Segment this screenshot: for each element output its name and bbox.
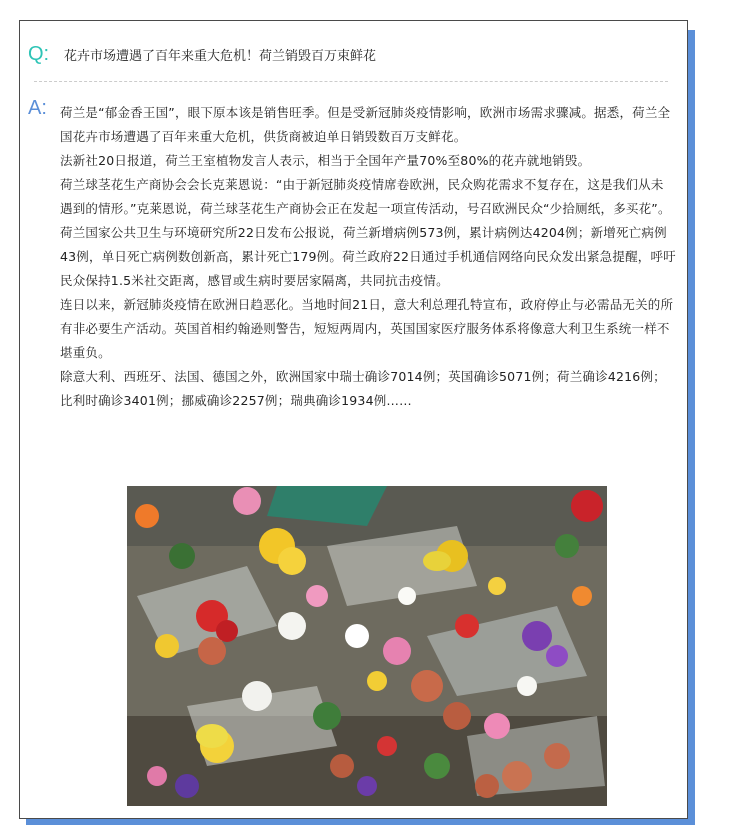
answer-paragraph: 连日以来，新冠肺炎疫情在欧洲日趋恶化。当地时间21日，意大利总理孔特宣布，政府停止与必需品无关的所有非必要生产活动。英国首相约翰逊则警告，短短两周内，英国国家医疗服务体系将像意大利卫生系统一样不堪重负。 <box>60 297 674 360</box>
answer-paragraph: 荷兰国家公共卫生与环境研究所22日发布公报说，荷兰新增病例573例，累计病例达4204例；新增死亡病例43例，单日死亡病例数创新高，累计死亡179例。荷兰政府22日通过手机通信网络向民众发出紧急提醒，呼吁民众保持1.5米社交距离，感冒或生病时要居家隔离，共同抗击疫情。 <box>60 225 676 288</box>
question-label: Q: <box>28 43 50 65</box>
answer-label: A: <box>28 97 47 119</box>
qa-card <box>19 20 688 819</box>
discarded-flowers-photo <box>127 486 607 806</box>
question-row <box>28 43 376 66</box>
answer-paragraph: 法新社20日报道，荷兰王室植物发言人表示，相当于全国年产量70%至80%的花卉就地销毁。 <box>60 153 591 168</box>
answer-paragraph: 除意大利、西班牙、法国、德国之外，欧洲国家中瑞士确诊7014例；英国确诊5071例；荷兰确诊4216例；比利时确诊3401例；挪威确诊2257例；瑞典确诊1934例…… <box>60 369 666 408</box>
answer-paragraph: 荷兰是“郁金香王国”，眼下原本该是销售旺季。但是受新冠肺炎疫情影响，欧洲市场需求骤减。据悉，荷兰全国花卉市场遭遇了百年来重大危机，供货商被迫单日销毁数百万支鲜花。 <box>60 105 671 144</box>
question-text: 花卉市场遭遇了百年来重大危机！荷兰销毁百万束鲜花 <box>64 49 377 64</box>
flowers-photo-illustration <box>127 486 607 806</box>
dashed-divider <box>34 81 668 82</box>
answer-body <box>60 101 676 413</box>
answer-paragraph: 荷兰球茎花生产商协会会长克莱恩说：“由于新冠肺炎疫情席卷欧洲，民众购花需求不复存在，这是我们从未遇到的情形。”克莱恩说，荷兰球茎花生产商协会正在发起一项宣传活动，号召欧洲民众“少拾厕纸，多买花”。 <box>60 177 671 216</box>
